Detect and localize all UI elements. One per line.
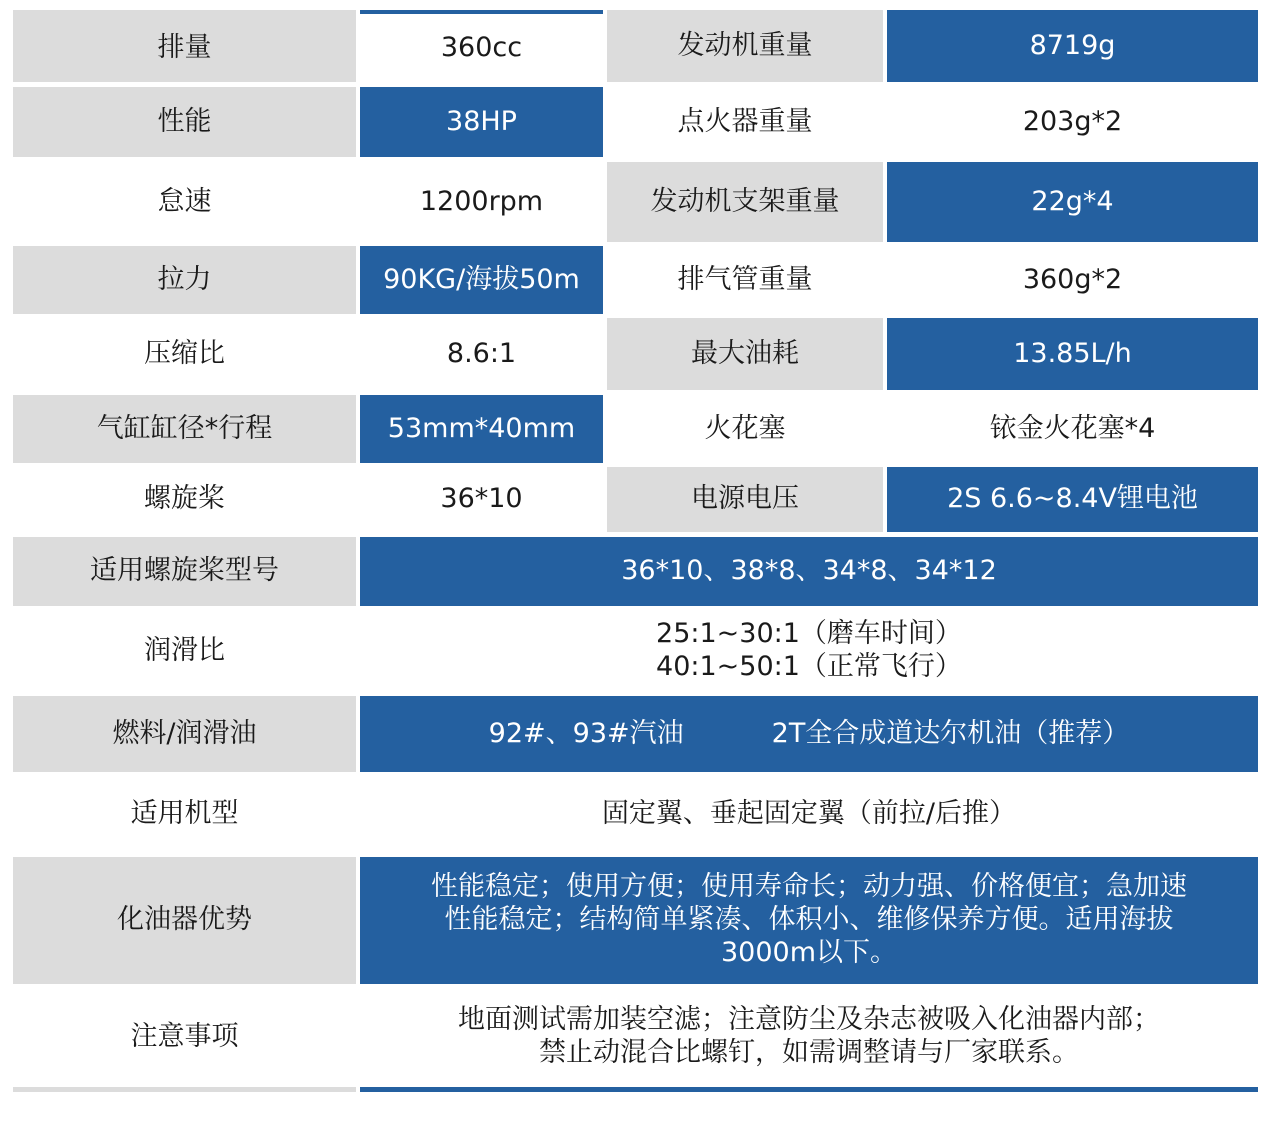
spec-value-igniter-weight: 203g*2: [887, 87, 1258, 157]
spec-value-exhaust-weight: 360g*2: [887, 246, 1258, 314]
advantages-label: 化油器优势: [13, 857, 356, 984]
bottom-border-strip: [360, 1087, 1258, 1092]
fuel-value: [360, 696, 1258, 772]
bottom-border-strip: [13, 1087, 356, 1092]
fuel-oil: 2T全合成道达尔机油（推荐）: [771, 717, 1130, 749]
spec-value-compression: 8.6:1: [360, 318, 603, 390]
notes-line-1: 地面测试需加装空滤；注意防尘及杂志被吸入化油器内部；: [458, 1004, 1160, 1036]
spec-label-engine-weight: 发动机重量: [607, 10, 883, 82]
spec-label-thrust: 拉力: [13, 246, 356, 314]
spec-value-performance: 38HP: [360, 87, 603, 157]
fuel-gasoline: 92#、93#汽油: [488, 717, 684, 749]
spec-label-igniter-weight: 点火器重量: [607, 87, 883, 157]
spec-value-displacement: 360cc: [360, 14, 603, 82]
spec-label-performance: 性能: [13, 87, 356, 157]
lube-value: [360, 611, 1258, 691]
spec-label-mount-weight: 发动机支架重量: [607, 162, 883, 242]
spec-value-engine-weight: 8719g: [887, 10, 1258, 82]
spec-label-spark-plug: 火花塞: [607, 395, 883, 463]
spec-label-compression: 压缩比: [13, 318, 356, 390]
spec-label-idle: 怠速: [13, 162, 356, 242]
notes-label: 注意事项: [13, 989, 356, 1085]
spec-value-spark-plug: 铱金火花塞*4: [887, 395, 1258, 463]
spec-value-power-voltage: 2S 6.6~8.4V锂电池: [887, 467, 1258, 532]
props-value: 36*10、38*8、34*8、34*12: [360, 537, 1258, 606]
lube-line-1: 25:1~30:1（磨车时间）: [656, 618, 962, 650]
spec-value-bore-stroke: 53mm*40mm: [360, 395, 603, 463]
spec-label-propeller: 螺旋桨: [13, 467, 356, 532]
spec-value-max-fuel: 13.85L/h: [887, 318, 1258, 390]
advantages-value: 性能稳定；使用方便；使用寿命长；动力强、价格便宜；急加速性能稳定；结构简单紧凑、体积小、维修保养方便。适用海拔3000m以下。: [360, 857, 1258, 984]
notes-line-2: 禁止动混合比螺钉，如需调整请与厂家联系。: [539, 1037, 1079, 1068]
spec-label-displacement: 排量: [13, 14, 356, 82]
fuel-label: 燃料/润滑油: [13, 696, 356, 772]
models-value: 固定翼、垂起固定翼（前拉/后推）: [360, 776, 1258, 853]
spec-label-max-fuel: 最大油耗: [607, 318, 883, 390]
spec-value-mount-weight: 22g*4: [887, 162, 1258, 242]
spec-label-exhaust-weight: 排气管重量: [607, 246, 883, 314]
spec-value-thrust: 90KG/海拔50m: [360, 246, 603, 314]
spec-value-propeller: 36*10: [360, 467, 603, 532]
lube-line-2: 40:1~50:1（正常飞行）: [656, 651, 962, 682]
models-label: 适用机型: [13, 776, 356, 853]
spec-value-idle: 1200rpm: [360, 162, 603, 242]
notes-value: [360, 989, 1258, 1085]
spec-label-power-voltage: 电源电压: [607, 467, 883, 532]
props-label: 适用螺旋桨型号: [13, 537, 356, 606]
lube-label: 润滑比: [13, 611, 356, 691]
spec-label-bore-stroke: 气缸缸径*行程: [13, 395, 356, 463]
